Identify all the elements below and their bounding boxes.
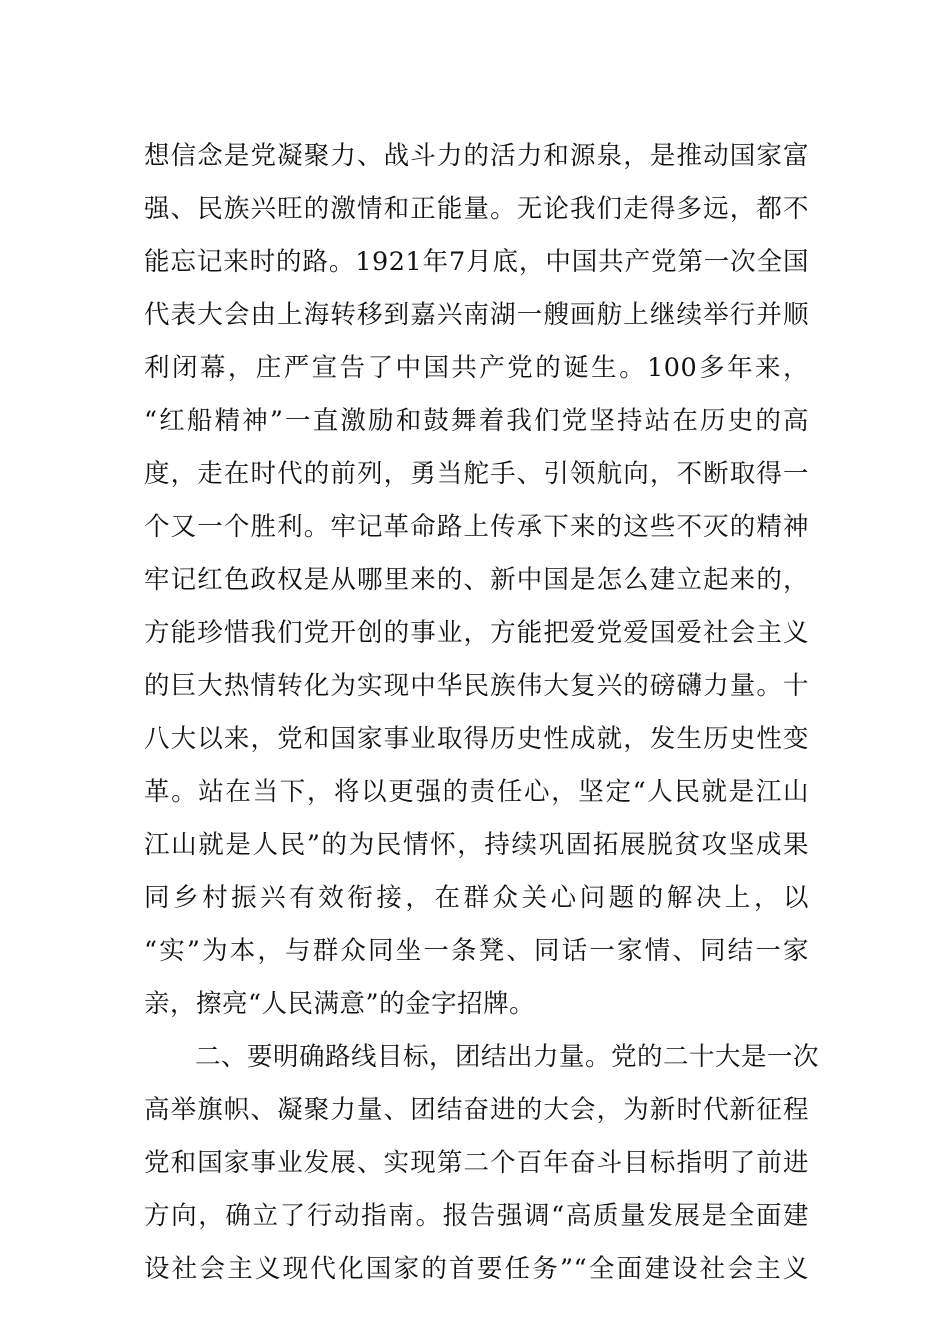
paragraph-1 [144, 130, 809, 1031]
document-body [144, 130, 820, 1296]
text-line: 八大以来，党和国家事业取得历史性成就，发生历史性变 [144, 724, 809, 754]
text-line: 代表大会由上海转移到嘉兴南湖一艘画舫上继续举行并顺 [144, 300, 809, 330]
paragraph-2 [144, 1031, 820, 1296]
section-heading-line: 二、要明确路线目标，团结出力量。党的二十大是一次 [195, 1042, 820, 1072]
text-line: 利闭幕，庄严宣告了中国共产党的诞生。100多年来， [144, 353, 809, 383]
text-line: 方向，确立了行动指南。报告强调“高质量发展是全面建 [144, 1201, 809, 1231]
text-line: “红船精神”一直激励和鼓舞着我们党坚持站在历史的高 [144, 406, 809, 436]
text-line: 强、民族兴旺的激情和正能量。无论我们走得多远，都不 [144, 194, 809, 224]
text-line: 想信念是党凝聚力、战斗力的活力和源泉，是推动国家富 [144, 141, 809, 171]
text-line: 江山就是人民”的为民情怀，持续巩固拓展脱贫攻坚成果 [144, 830, 809, 860]
text-line: 党和国家事业发展、实现第二个百年奋斗目标指明了前进 [144, 1148, 809, 1178]
text-line: 同乡村振兴有效衔接，在群众关心问题的解决上，以 [144, 883, 809, 913]
text-line: 设社会主义现代化国家的首要任务”“全面建设社会主义 [144, 1254, 809, 1284]
text-line: 的巨大热情转化为实现中华民族伟大复兴的磅礴力量。十 [144, 671, 809, 701]
text-line: 个又一个胜利。牢记革命路上传承下来的这些不灭的精神 [144, 512, 809, 542]
text-line: 亲，擦亮“人民满意”的金字招牌。 [144, 989, 536, 1019]
text-line: 度，走在时代的前列，勇当舵手、引领航向，不断取得一 [144, 459, 809, 489]
text-line: 牢记红色政权是从哪里来的、新中国是怎么建立起来的， [144, 565, 809, 595]
text-line: 高举旗帜、凝聚力量、团结奋进的大会，为新时代新征程 [144, 1095, 809, 1125]
text-line: 革。站在当下，将以更强的责任心，坚定“人民就是江山 [144, 777, 809, 807]
text-line: 方能珍惜我们党开创的事业，方能把爱党爱国爱社会主义 [144, 618, 809, 648]
text-line: “实”为本，与群众同坐一条凳、同话一家情、同结一家 [144, 936, 809, 966]
text-line: 能忘记来时的路。1921年7月底，中国共产党第一次全国 [144, 247, 809, 277]
